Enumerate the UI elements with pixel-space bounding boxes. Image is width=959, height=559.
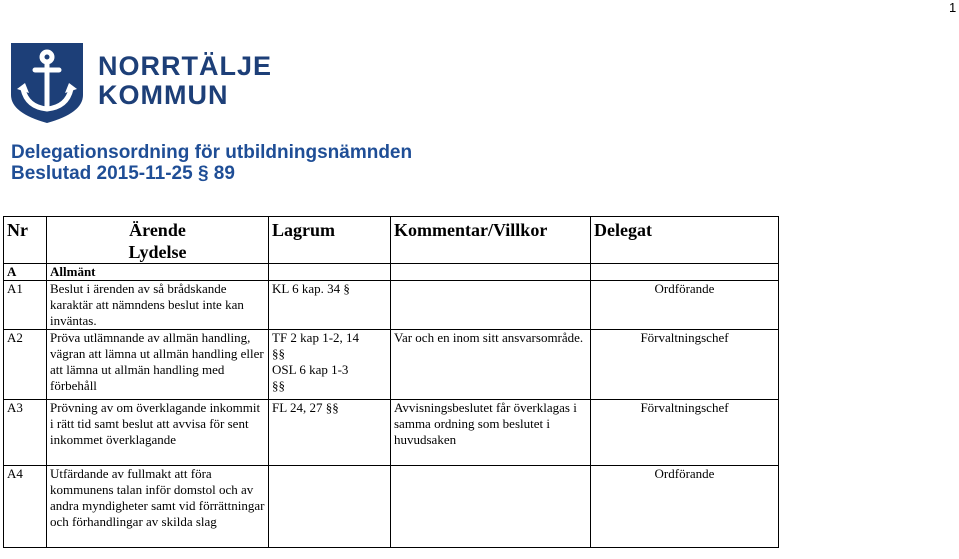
row-nr: A4 bbox=[4, 466, 47, 548]
section-row bbox=[4, 264, 779, 281]
row-delegat: Ordförande bbox=[591, 281, 779, 330]
row-arende: Prövning av om överklagande inkommit i rätt tid samt beslut att avvisa för sent inkommet överklagande bbox=[47, 400, 269, 466]
section-nr: A bbox=[4, 264, 47, 281]
row-kommentar bbox=[391, 466, 591, 548]
norrtalje-kommun-logo bbox=[9, 43, 273, 123]
table-row bbox=[4, 466, 779, 548]
row-lagrum bbox=[269, 330, 391, 400]
row-lagrum-line: OSL 6 kap 1-3 bbox=[272, 362, 349, 377]
table-row bbox=[4, 330, 779, 400]
header-nr: Nr bbox=[4, 217, 47, 264]
document-subtitle: Beslutad 2015-11-25 § 89 bbox=[11, 163, 235, 184]
page-number: 1 bbox=[949, 0, 957, 15]
row-delegat: Förvaltningschef bbox=[591, 400, 779, 466]
row-nr: A2 bbox=[4, 330, 47, 400]
row-nr: A3 bbox=[4, 400, 47, 466]
header-kommentar: Kommentar/Villkor bbox=[391, 217, 591, 264]
row-delegat: Ordförande bbox=[591, 466, 779, 548]
row-lagrum-line: §§ bbox=[272, 378, 285, 393]
anchor-icon bbox=[9, 43, 85, 123]
row-arende: Pröva utlämnande av allmän handling, vägran att lämna ut allmän handling eller att lämna ut allmän handling med förbehåll bbox=[47, 330, 269, 400]
row-lagrum-line: TF 2 kap 1-2, 14 bbox=[272, 330, 360, 345]
row-lagrum-line: §§ bbox=[272, 346, 285, 361]
delegation-table bbox=[3, 216, 779, 548]
header-delegat: Delegat bbox=[591, 217, 779, 264]
table-row bbox=[4, 400, 779, 466]
header-lydelse-label: Lydelse bbox=[128, 242, 187, 262]
row-delegat: Förvaltningschef bbox=[591, 330, 779, 400]
row-kommentar: Avvisningsbeslutet får överklagas i samma ordning som beslutet i huvudsaken bbox=[391, 400, 591, 466]
section-label: Allmänt bbox=[47, 264, 269, 281]
row-arende: Utfärdande av fullmakt att föra kommunens talan inför domstol och av andra myndigheter samt vid förrättningar och förhandlingar av skilda slag bbox=[47, 466, 269, 548]
row-lagrum bbox=[269, 466, 391, 548]
row-lagrum: FL 24, 27 §§ bbox=[269, 400, 391, 466]
row-kommentar bbox=[391, 281, 591, 330]
row-nr: A1 bbox=[4, 281, 47, 330]
header-arende bbox=[47, 217, 269, 264]
table-row bbox=[4, 281, 779, 330]
header-lagrum: Lagrum bbox=[269, 217, 391, 264]
header-arende-label: Ärende bbox=[129, 220, 186, 240]
row-arende: Beslut i ärenden av så brådskande karaktär att nämndens beslut inte kan inväntas. bbox=[47, 281, 269, 330]
logo-text-line1: NORRTÄLJE bbox=[98, 51, 273, 81]
table-header-row bbox=[4, 217, 779, 264]
document-title: Delegationsordning för utbildningsnämnden bbox=[11, 142, 413, 163]
logo-text-line2: KOMMUN bbox=[98, 80, 229, 110]
row-lagrum: KL 6 kap. 34 § bbox=[269, 281, 391, 330]
row-kommentar: Var och en inom sitt ansvarsområde. bbox=[391, 330, 591, 400]
